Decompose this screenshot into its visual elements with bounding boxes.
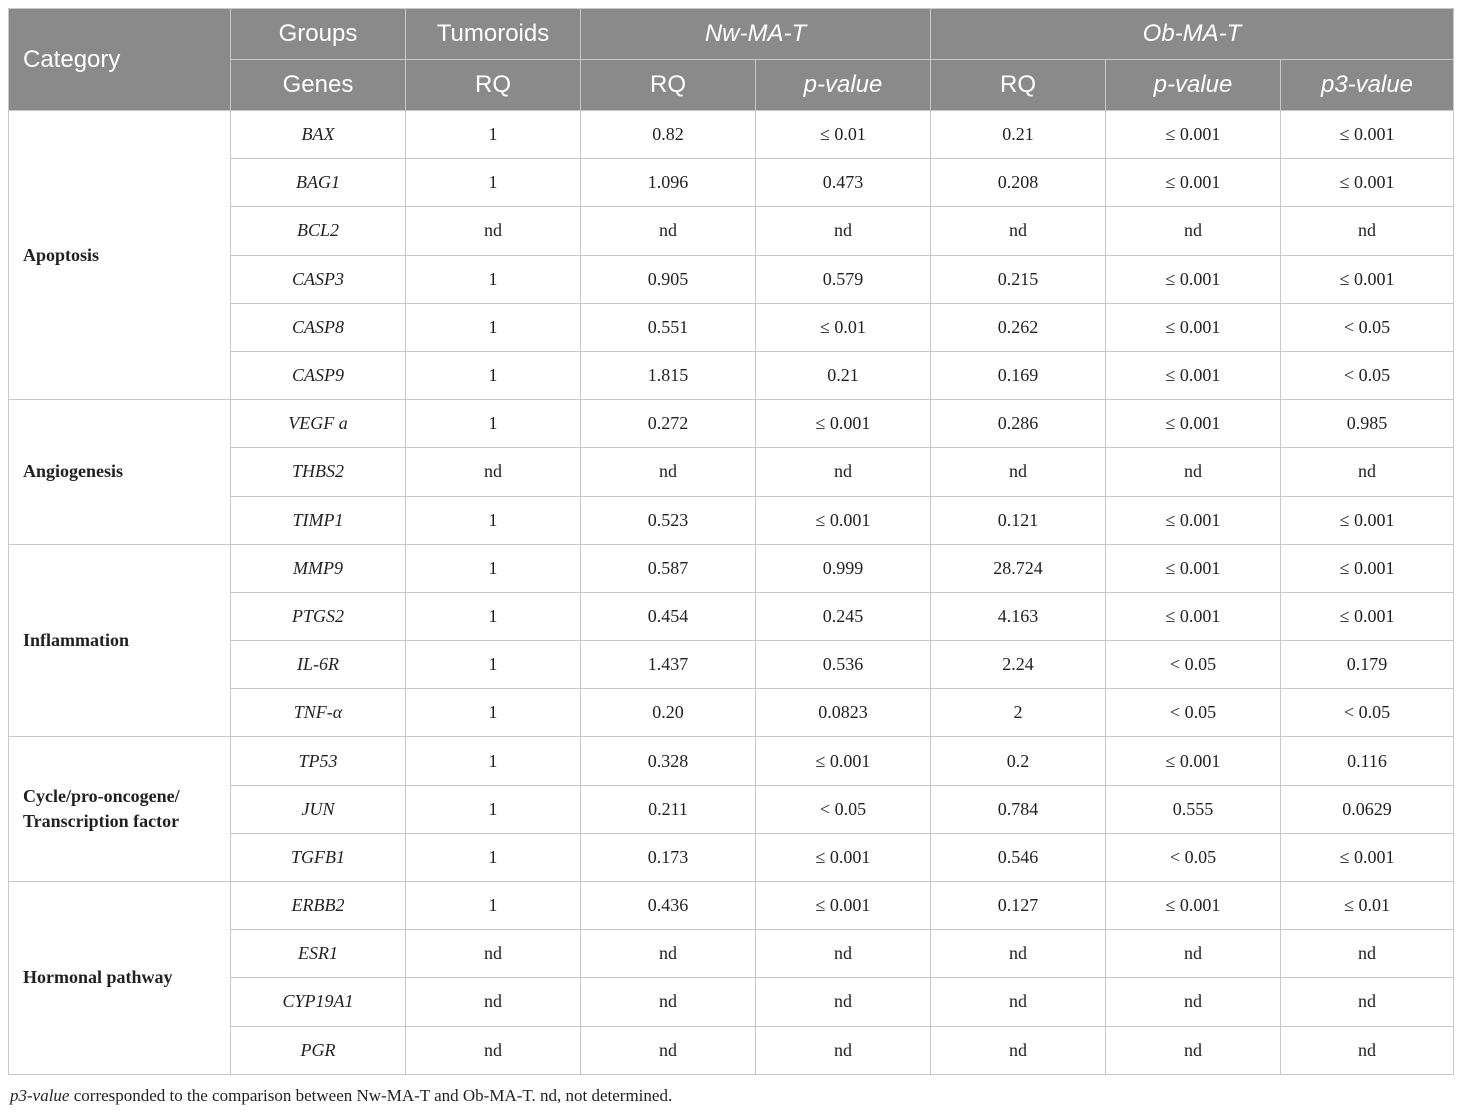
table-body: [9, 111, 1454, 1075]
ob-p-value-cell: nd: [1106, 978, 1281, 1026]
nw-rq-cell: 0.173: [581, 833, 756, 881]
ob-rq-cell: 2.24: [931, 641, 1106, 689]
tumoroids-rq-cell: 1: [406, 737, 581, 785]
gene-cell: ERBB2: [231, 882, 406, 930]
nw-p-value-cell: 0.245: [756, 592, 931, 640]
ob-rq-cell: 2: [931, 689, 1106, 737]
nw-rq-cell: 0.272: [581, 400, 756, 448]
nw-p-value-cell: ≤ 0.001: [756, 882, 931, 930]
ob-p3-value-cell: < 0.05: [1281, 303, 1454, 351]
gene-cell: CASP3: [231, 255, 406, 303]
ob-p-value-cell: ≤ 0.001: [1106, 882, 1281, 930]
gene-cell: CASP9: [231, 351, 406, 399]
nw-p-value-cell: nd: [756, 448, 931, 496]
nw-p-value-cell: < 0.05: [756, 785, 931, 833]
nw-rq-cell: nd: [581, 207, 756, 255]
ob-p-value-cell: nd: [1106, 930, 1281, 978]
gene-cell: PTGS2: [231, 592, 406, 640]
gene-cell: ESR1: [231, 930, 406, 978]
gene-cell: THBS2: [231, 448, 406, 496]
ob-p3-value-cell: 0.0629: [1281, 785, 1454, 833]
tumoroids-rq-cell: 1: [406, 689, 581, 737]
header-row-1: [9, 9, 1454, 60]
ob-p3-value-cell: ≤ 0.001: [1281, 496, 1454, 544]
nw-rq-cell: 0.454: [581, 592, 756, 640]
table-row: [9, 882, 1454, 930]
category-cell: Inflammation: [9, 544, 231, 737]
nw-p-value-cell: ≤ 0.01: [756, 303, 931, 351]
footnote-text: corresponded to the comparison between Nw-MA-T and Ob-MA-T. nd, not determined.: [69, 1086, 673, 1105]
tumoroids-rq-cell: 1: [406, 833, 581, 881]
category-cell: Angiogenesis: [9, 400, 231, 545]
tumoroids-rq-cell: nd: [406, 1026, 581, 1074]
ob-p-value-cell: ≤ 0.001: [1106, 400, 1281, 448]
ob-p-value-cell: ≤ 0.001: [1106, 496, 1281, 544]
header-ob-rq: RQ: [931, 60, 1106, 111]
ob-p3-value-cell: ≤ 0.001: [1281, 833, 1454, 881]
nw-p-value-cell: 0.0823: [756, 689, 931, 737]
ob-p3-value-cell: nd: [1281, 1026, 1454, 1074]
table-row: [9, 111, 1454, 159]
header-nw-ma-t: Nw-MA-T: [581, 9, 931, 60]
nw-rq-cell: nd: [581, 448, 756, 496]
tumoroids-rq-cell: 1: [406, 303, 581, 351]
category-cell: Cycle/pro-oncogene/ Transcription factor: [9, 737, 231, 882]
gene-cell: BAG1: [231, 159, 406, 207]
ob-rq-cell: 0.21: [931, 111, 1106, 159]
ob-p3-value-cell: ≤ 0.001: [1281, 544, 1454, 592]
nw-p-value-cell: ≤ 0.001: [756, 400, 931, 448]
tumoroids-rq-cell: 1: [406, 544, 581, 592]
nw-rq-cell: 0.551: [581, 303, 756, 351]
tumoroids-rq-cell: nd: [406, 207, 581, 255]
tumoroids-rq-cell: 1: [406, 351, 581, 399]
ob-p3-value-cell: 0.985: [1281, 400, 1454, 448]
nw-p-value-cell: ≤ 0.01: [756, 111, 931, 159]
gene-cell: TGFB1: [231, 833, 406, 881]
ob-p3-value-cell: nd: [1281, 448, 1454, 496]
nw-rq-cell: 0.523: [581, 496, 756, 544]
ob-p-value-cell: ≤ 0.001: [1106, 255, 1281, 303]
ob-rq-cell: 0.208: [931, 159, 1106, 207]
header-nw-rq: RQ: [581, 60, 756, 111]
ob-p3-value-cell: ≤ 0.001: [1281, 159, 1454, 207]
ob-rq-cell: nd: [931, 207, 1106, 255]
ob-p3-value-cell: ≤ 0.01: [1281, 882, 1454, 930]
nw-rq-cell: 0.211: [581, 785, 756, 833]
ob-p-value-cell: < 0.05: [1106, 833, 1281, 881]
nw-p-value-cell: nd: [756, 930, 931, 978]
ob-p-value-cell: ≤ 0.001: [1106, 544, 1281, 592]
ob-p-value-cell: nd: [1106, 448, 1281, 496]
tumoroids-rq-cell: nd: [406, 448, 581, 496]
table-header: [9, 9, 1454, 111]
ob-rq-cell: 0.215: [931, 255, 1106, 303]
ob-rq-cell: 0.262: [931, 303, 1106, 351]
gene-cell: CYP19A1: [231, 978, 406, 1026]
ob-p-value-cell: ≤ 0.001: [1106, 159, 1281, 207]
tumoroids-rq-cell: 1: [406, 641, 581, 689]
ob-rq-cell: 4.163: [931, 592, 1106, 640]
ob-rq-cell: 0.286: [931, 400, 1106, 448]
nw-rq-cell: 0.905: [581, 255, 756, 303]
nw-p-value-cell: 0.21: [756, 351, 931, 399]
gene-cell: BCL2: [231, 207, 406, 255]
gene-cell: IL-6R: [231, 641, 406, 689]
nw-p-value-cell: 0.536: [756, 641, 931, 689]
ob-p-value-cell: < 0.05: [1106, 641, 1281, 689]
table-footnote: [10, 1086, 672, 1106]
nw-rq-cell: 1.096: [581, 159, 756, 207]
gene-cell: JUN: [231, 785, 406, 833]
ob-rq-cell: nd: [931, 448, 1106, 496]
ob-rq-cell: 0.121: [931, 496, 1106, 544]
nw-p-value-cell: nd: [756, 978, 931, 1026]
nw-rq-cell: 0.328: [581, 737, 756, 785]
ob-p-value-cell: nd: [1106, 207, 1281, 255]
gene-cell: TNF-α: [231, 689, 406, 737]
nw-p-value-cell: 0.999: [756, 544, 931, 592]
ob-rq-cell: nd: [931, 930, 1106, 978]
ob-rq-cell: 28.724: [931, 544, 1106, 592]
ob-rq-cell: 0.127: [931, 882, 1106, 930]
category-cell: Apoptosis: [9, 111, 231, 400]
tumoroids-rq-cell: 1: [406, 785, 581, 833]
ob-rq-cell: 0.2: [931, 737, 1106, 785]
tumoroids-rq-cell: 1: [406, 255, 581, 303]
gene-cell: TIMP1: [231, 496, 406, 544]
nw-p-value-cell: nd: [756, 207, 931, 255]
header-groups: Groups: [231, 9, 406, 60]
table-row: [9, 737, 1454, 785]
tumoroids-rq-cell: 1: [406, 111, 581, 159]
nw-p-value-cell: 0.473: [756, 159, 931, 207]
ob-rq-cell: 0.784: [931, 785, 1106, 833]
gene-cell: TP53: [231, 737, 406, 785]
nw-p-value-cell: ≤ 0.001: [756, 737, 931, 785]
ob-p3-value-cell: nd: [1281, 978, 1454, 1026]
category-cell: Hormonal pathway: [9, 882, 231, 1075]
nw-rq-cell: nd: [581, 978, 756, 1026]
nw-p-value-cell: nd: [756, 1026, 931, 1074]
header-tumoroids: Tumoroids: [406, 9, 581, 60]
gene-cell: MMP9: [231, 544, 406, 592]
ob-p3-value-cell: nd: [1281, 207, 1454, 255]
tumoroids-rq-cell: nd: [406, 930, 581, 978]
table-row: [9, 400, 1454, 448]
nw-rq-cell: 0.20: [581, 689, 756, 737]
ob-rq-cell: nd: [931, 978, 1106, 1026]
ob-p3-value-cell: ≤ 0.001: [1281, 111, 1454, 159]
ob-p3-value-cell: nd: [1281, 930, 1454, 978]
nw-rq-cell: nd: [581, 930, 756, 978]
table-row: [9, 544, 1454, 592]
header-ob-ma-t: Ob-MA-T: [931, 9, 1454, 60]
nw-rq-cell: nd: [581, 1026, 756, 1074]
nw-p-value-cell: ≤ 0.001: [756, 833, 931, 881]
header-genes: Genes: [231, 60, 406, 111]
ob-p-value-cell: ≤ 0.001: [1106, 303, 1281, 351]
header-category: Category: [9, 9, 231, 111]
ob-p-value-cell: < 0.05: [1106, 689, 1281, 737]
ob-rq-cell: 0.169: [931, 351, 1106, 399]
nw-rq-cell: 1.815: [581, 351, 756, 399]
header-nw-p-value: p-value: [756, 60, 931, 111]
gene-expression-table: [8, 8, 1454, 1075]
ob-p-value-cell: ≤ 0.001: [1106, 592, 1281, 640]
ob-p3-value-cell: 0.179: [1281, 641, 1454, 689]
tumoroids-rq-cell: 1: [406, 400, 581, 448]
header-tumoroids-rq: RQ: [406, 60, 581, 111]
tumoroids-rq-cell: 1: [406, 592, 581, 640]
nw-rq-cell: 0.82: [581, 111, 756, 159]
ob-p-value-cell: 0.555: [1106, 785, 1281, 833]
ob-p-value-cell: nd: [1106, 1026, 1281, 1074]
footnote-term: p3-value: [10, 1086, 70, 1105]
gene-cell: BAX: [231, 111, 406, 159]
ob-p3-value-cell: ≤ 0.001: [1281, 592, 1454, 640]
nw-rq-cell: 0.436: [581, 882, 756, 930]
tumoroids-rq-cell: nd: [406, 978, 581, 1026]
ob-rq-cell: nd: [931, 1026, 1106, 1074]
ob-p3-value-cell: ≤ 0.001: [1281, 255, 1454, 303]
tumoroids-rq-cell: 1: [406, 496, 581, 544]
ob-p-value-cell: ≤ 0.001: [1106, 737, 1281, 785]
tumoroids-rq-cell: 1: [406, 882, 581, 930]
header-ob-p3-value: p3-value: [1281, 60, 1454, 111]
header-ob-p-value: p-value: [1106, 60, 1281, 111]
nw-p-value-cell: ≤ 0.001: [756, 496, 931, 544]
ob-p3-value-cell: < 0.05: [1281, 351, 1454, 399]
tumoroids-rq-cell: 1: [406, 159, 581, 207]
ob-rq-cell: 0.546: [931, 833, 1106, 881]
ob-p3-value-cell: < 0.05: [1281, 689, 1454, 737]
ob-p3-value-cell: 0.116: [1281, 737, 1454, 785]
ob-p-value-cell: ≤ 0.001: [1106, 351, 1281, 399]
gene-cell: CASP8: [231, 303, 406, 351]
gene-cell: VEGF a: [231, 400, 406, 448]
nw-rq-cell: 0.587: [581, 544, 756, 592]
ob-p-value-cell: ≤ 0.001: [1106, 111, 1281, 159]
gene-cell: PGR: [231, 1026, 406, 1074]
nw-rq-cell: 1.437: [581, 641, 756, 689]
nw-p-value-cell: 0.579: [756, 255, 931, 303]
